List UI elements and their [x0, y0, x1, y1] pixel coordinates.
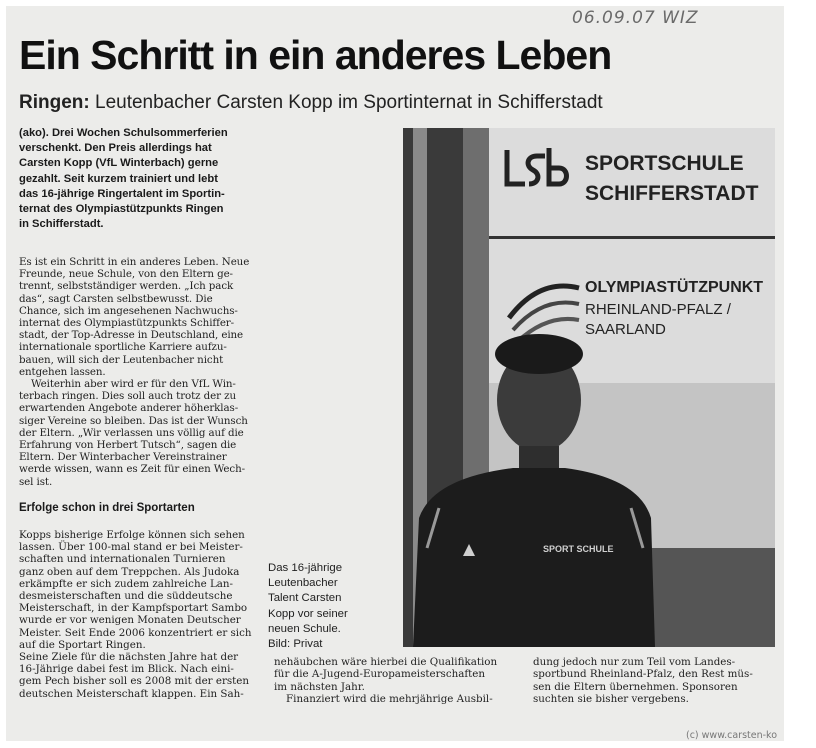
person-hair [495, 334, 583, 374]
body-line: terbach ringen. Dies soll auch trotz der zu [19, 390, 236, 403]
caption-line: neuen Schule. [268, 622, 341, 635]
lead-line: das 16-jährige Ringertalent im Sportin- [19, 187, 225, 200]
body-line: 16-Jährige dabei fest im Blick. Nach eini- [19, 663, 234, 676]
subtitle-kicker: Ringen: [19, 92, 90, 113]
body-line: Freunde, neue Schule, von den Eltern ge- [19, 268, 233, 281]
lead-line: in Schifferstadt. [19, 218, 104, 231]
lead-line: verschenkt. Den Preis allerdings hat [19, 142, 212, 155]
lead-line: Carsten Kopp (VfL Winterbach) gerne [19, 157, 219, 170]
body-line: Eltern. Der Winterbacher Vereinstrainer [19, 451, 227, 464]
body-line: Chance, sich im angesehenen Nachwuchs- [19, 304, 238, 317]
subtitle-text: Leutenbacher Carsten Kopp im Sportinternat in Schifferstadt [89, 92, 603, 113]
body-line: sel ist. [19, 475, 53, 488]
body-line: lassen. Über 100-mal stand er bei Meister- [19, 541, 243, 554]
body-line: deutschen Meisterschaft klappen. Ein Sah- [19, 687, 244, 700]
date-stamp: 06.09.07 WIZ [572, 8, 699, 28]
body-line: werde wissen, wann es Zeit für einen Wech- [19, 463, 245, 476]
body-line: ganz oben auf dem Treppchen. Als Judoka [19, 565, 240, 578]
body-line: bauen, will sich der Leutenbacher nicht [19, 353, 224, 366]
bushes [643, 548, 775, 647]
body-line: auf die Sportart Ringen. [19, 638, 146, 651]
body-line: Es ist ein Schritt in ein anderes Leben. Neue [19, 256, 250, 268]
body-line: Kopps bisherige Erfolge können sich sehen [19, 529, 245, 541]
body-line: gem Pech bisher soll es 2008 mit der ersten [19, 675, 250, 688]
caption-line: Das 16-jährige [268, 562, 343, 574]
body-line: Weiterhin aber wird er für den VfL Win- [31, 378, 236, 391]
sign-divider [489, 236, 775, 239]
body-line: erwartenden Angebote anderer höherklas- [19, 402, 239, 415]
body-line: siger Vereine so bleiben. Das ist der Wunsch [19, 414, 248, 427]
caption-line: Leutenbacher [268, 577, 338, 590]
article-body-column-1-lower [19, 529, 264, 700]
caption-line: Talent Carsten [268, 592, 342, 605]
sign-line-sportschule: SPORTSCHULE [585, 152, 744, 175]
photo-caption [268, 561, 400, 652]
photo-illustration [403, 128, 775, 647]
body-line: wurde er vor wenigen Monaten Deutscher [19, 614, 241, 627]
lead-line: ternat des Olympiastützpunkts Ringen [19, 203, 224, 216]
body-line: erkämpfte er sich zudem zahlreiche Lan- [19, 577, 234, 590]
body-line: Finanziert wird die mehrjährige Ausbil- [286, 693, 493, 706]
body-line: schaften und internationalen Turnieren [19, 553, 226, 566]
body-line: desmeisterschaften und die süddeutsche [19, 590, 233, 603]
sign-line-olympiastuetzpunkt: OLYMPIASTÜTZPUNKT [585, 279, 764, 296]
article-body-column-1 [19, 256, 264, 488]
body-line: internationale sportliche Karriere aufzu- [19, 341, 227, 354]
body-line: im nächsten Jahr. [274, 680, 365, 693]
jacket-print: SPORT SCHULE [543, 544, 614, 554]
sign-line-schifferstadt: SCHIFFERSTADT [585, 182, 759, 205]
lead-line: gezahlt. Seit kurzem trainiert und lebt [19, 172, 218, 185]
article-subtitle [19, 92, 603, 114]
person-jacket [413, 468, 655, 647]
caption-line: Kopp vor seiner [268, 607, 348, 620]
body-line: entgehen lassen. [19, 365, 106, 378]
caption-line: Bild: Privat [268, 638, 323, 651]
body-line: für die A-Jugend-Europameisterschaften [274, 668, 486, 681]
body-line: trennt, selbstständiger werden. „Ich pack [19, 280, 234, 293]
article-photo [403, 128, 775, 647]
section-heading: Erfolge schon in drei Sportarten [19, 502, 195, 514]
sign-line-saarland: SAARLAND [585, 321, 666, 338]
article-title: Ein Schritt in ein anderes Leben [19, 32, 612, 78]
image-credit: (c) www.carsten-ko [686, 730, 778, 741]
body-line: sportbund Rheinland-Pfalz, den Rest müs- [533, 668, 753, 681]
lead-line: (ako). Drei Wochen Schulsommerferien [19, 127, 228, 139]
article-lead [19, 126, 264, 232]
article-body-column-3 [533, 656, 773, 706]
body-line: internat des Olympiastützpunkts Schiffer- [19, 317, 235, 330]
body-line: stadt, der Top-Adresse in Deutschland, eine [19, 329, 244, 342]
body-line: der Eltern. „Wir verlassen uns völlig auf die [19, 426, 244, 439]
body-line: das“, sagt Carsten selbstbewusst. Die [19, 292, 213, 305]
body-line: Meister. Seit Ende 2006 konzentriert er sich [19, 626, 252, 639]
sign-line-rheinland-pfalz: RHEINLAND-PFALZ / [585, 301, 731, 318]
body-line: Erfahrung von Herbert Tutsch“, sagen die [19, 439, 237, 452]
body-line: sen die Eltern übernehmen. Sponsoren [533, 680, 738, 693]
article-body-column-2 [274, 656, 522, 706]
body-line: Seine Ziele für die nächsten Jahre hat der [19, 651, 239, 664]
body-line: dung jedoch nur zum Teil vom Landes- [533, 656, 736, 668]
body-line: nehäubchen wäre hierbei die Qualifikation [274, 656, 498, 668]
body-line: Meisterschaft, in der Kampfsportart Sambo [19, 602, 248, 615]
body-line: suchten sie bisher vergebens. [533, 693, 689, 706]
